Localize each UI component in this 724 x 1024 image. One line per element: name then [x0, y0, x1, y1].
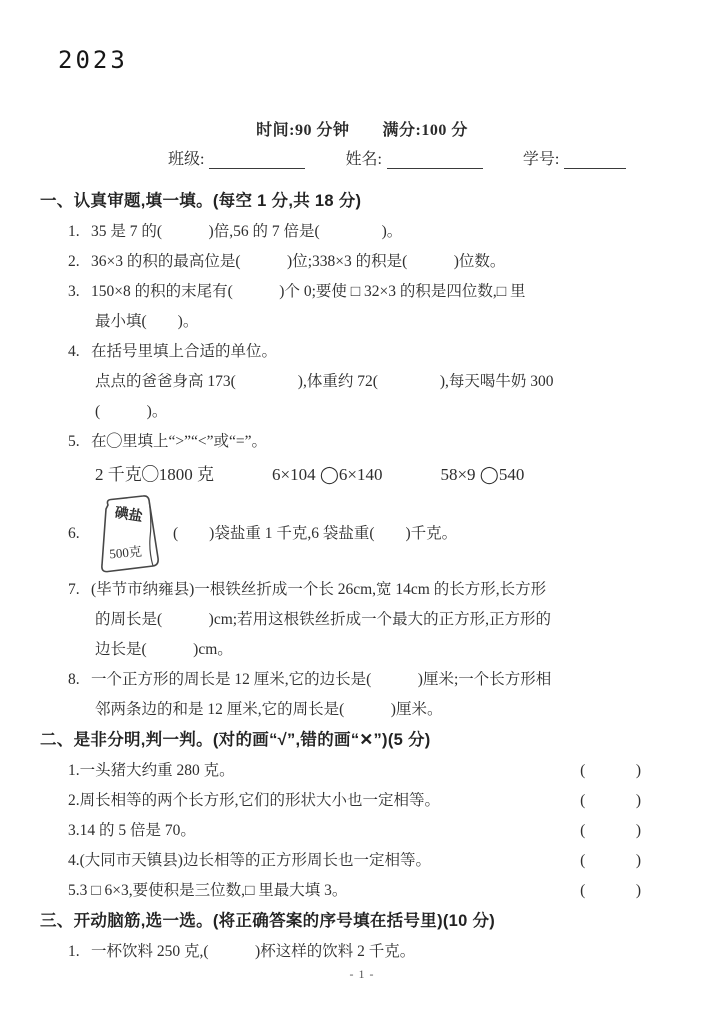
question-text: 14 的 5 倍是 70。	[79, 822, 196, 839]
question-number: 3.	[68, 283, 80, 300]
question-8-line1	[68, 665, 690, 695]
question-text: 一个正方形的周长是 12 厘米,它的边长是( )厘米;一个长方形相	[91, 671, 552, 688]
exam-body	[40, 186, 690, 967]
question-number: 7.	[68, 581, 80, 598]
question-number: 5.	[68, 433, 80, 450]
comparison-item-2: 6×104 ◯6×140	[272, 465, 383, 484]
question-text: 在括号里填上合适的单位。	[91, 343, 278, 360]
question-number: 8.	[68, 671, 80, 688]
class-label: 班级:	[168, 151, 205, 168]
question-5-line1	[68, 427, 690, 457]
judge-text	[68, 846, 431, 876]
question-text: 3 □ 6×3,要使积是三位数,□ 里最大填 3。	[79, 882, 348, 899]
answer-parentheses: ( )	[580, 792, 642, 809]
question-number: 6.	[68, 525, 80, 542]
question-text: 36×3 的积的最高位是( )位;338×3 的积是( )位数。	[91, 253, 506, 270]
question-text: (毕节市纳雍县)一根铁丝折成一个长 26cm,宽 14cm 的长方形,长方形	[91, 581, 547, 598]
question-1	[68, 217, 690, 247]
page-number: - 1 -	[349, 967, 375, 981]
question-number: 4.	[68, 852, 80, 869]
question-number: 2.	[68, 792, 80, 809]
question-7-line2: 的周长是( )cm;若用这根铁丝折成一个最大的正方形,正方形的	[95, 611, 551, 628]
judge-item-1	[68, 756, 690, 786]
question-number: 1.	[68, 223, 80, 240]
answer-parentheses: ( )	[580, 762, 642, 779]
answer-parentheses: ( )	[580, 822, 642, 839]
question-number: 4.	[68, 343, 80, 360]
question-text: (大同市天镇县)边长相等的正方形周长也一定相等。	[79, 852, 431, 869]
question-7-line1	[68, 575, 690, 605]
exam-meta-line: 时间:90 分钟 满分:100 分	[256, 122, 468, 139]
student-id-field	[523, 146, 626, 169]
question-number: 2.	[68, 253, 80, 270]
judge-text	[68, 786, 440, 816]
question-number: 1.	[68, 762, 80, 779]
class-blank-line	[209, 149, 305, 169]
question-text: 35 是 7 的( )倍,56 的 7 倍是( )。	[91, 223, 403, 240]
year-label: 2023	[58, 46, 128, 74]
question-text: 150×8 的积的末尾有( )个 0;要使 □ 32×3 的积是四位数,□ 里	[91, 283, 526, 300]
judge-text	[68, 816, 196, 846]
comparison-item-1: 2 千克◯1800 克	[95, 465, 214, 484]
question-number: 1.	[68, 943, 80, 960]
comparison-item-3: 58×9 ◯540	[440, 465, 525, 484]
salt-bag-label-bottom: 500克	[108, 543, 143, 562]
judge-text	[68, 876, 347, 906]
section1-heading: 一、认真审题,填一填。(每空 1 分,共 18 分)	[40, 192, 362, 210]
question-text: ( )袋盐重 1 千克,6 袋盐重( )千克。	[173, 525, 458, 542]
section3-heading: 三、开动脑筋,选一选。(将正确答案的序号填在括号里)(10 分)	[40, 912, 496, 930]
question-3-line1	[68, 277, 690, 307]
question-4-line3: ( )。	[95, 403, 168, 420]
judge-item-4	[68, 846, 690, 876]
name-blank-line	[387, 149, 483, 169]
section2-heading: 二、是非分明,判一判。(对的画“√”,错的画“✕”)(5 分)	[40, 731, 431, 749]
question-4-line2: 点点的爸爸身高 173( ),体重约 72( ),每天喝牛奶 300	[95, 373, 554, 390]
student-id-blank-line	[564, 149, 626, 169]
judge-item-5	[68, 876, 690, 906]
question-number: 3.	[68, 822, 80, 839]
student-id-label: 学号:	[522, 151, 560, 168]
question-text: 一头猪大约重 280 克。	[79, 762, 235, 779]
question-text: 周长相等的两个长方形,它们的形状大小也一定相等。	[79, 792, 441, 809]
question-8-line2: 邻两条边的和是 12 厘米,它的周长是( )厘米。	[95, 701, 443, 718]
choice-question-1	[68, 937, 690, 967]
question-text: 一杯饮料 250 克,( )杯这样的饮料 2 千克。	[91, 943, 416, 960]
salt-bag-illustration	[93, 494, 165, 574]
judge-item-2	[68, 786, 690, 816]
student-info-row	[168, 146, 626, 169]
question-2	[68, 247, 690, 277]
answer-parentheses: ( )	[580, 882, 642, 899]
answer-parentheses: ( )	[580, 852, 642, 869]
question-number: 5.	[68, 882, 80, 899]
name-label: 姓名:	[345, 151, 382, 168]
question-6	[68, 493, 690, 575]
judge-text	[68, 756, 235, 786]
question-3-line2: 最小填( )。	[95, 313, 199, 330]
question-text: 在◯里填上“>”“<”或“=”。	[91, 433, 268, 450]
name-field	[345, 146, 482, 169]
question-7-line3: 边长是( )cm。	[95, 641, 233, 658]
salt-bag-label-top: 碘盐	[113, 505, 144, 526]
class-field	[168, 146, 305, 169]
question-5-comparisons	[95, 457, 690, 493]
judge-item-3	[68, 816, 690, 846]
question-4-line1	[68, 337, 690, 367]
